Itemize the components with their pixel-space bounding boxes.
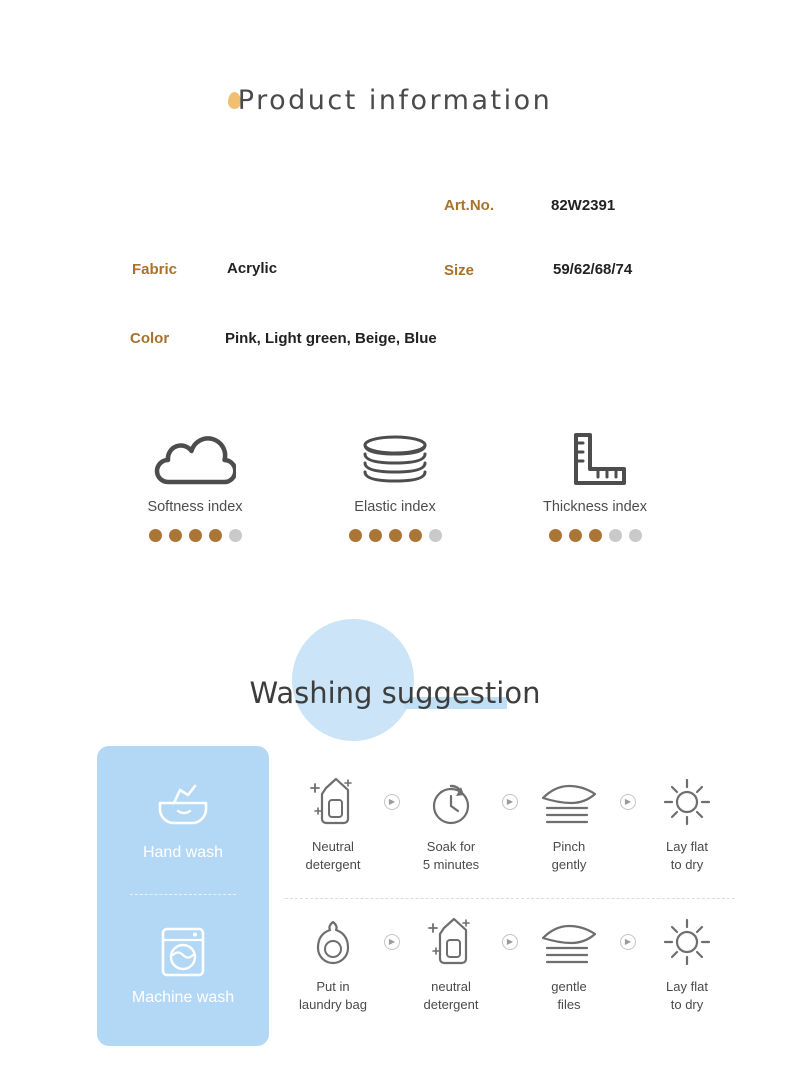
step-pinch-gently	[519, 772, 619, 873]
mode-machine-wash	[97, 921, 269, 1007]
step-laundry-bag	[283, 912, 383, 1013]
step-label	[519, 978, 619, 1013]
mode-hand-wash	[97, 776, 269, 862]
step-lay-flat-dry-2	[637, 912, 737, 1013]
step-gentle-files	[519, 912, 619, 1013]
index-dots-softness	[95, 529, 295, 542]
artno-label: Art.No.	[444, 197, 494, 214]
step-label-line1: Lay flat	[666, 979, 708, 994]
step-arrow	[383, 912, 401, 972]
fabric-label: Fabric	[132, 261, 178, 278]
dot	[169, 529, 182, 542]
step-label-line2: laundry bag	[299, 996, 367, 1012]
mode-label: Hand wash	[142, 844, 224, 861]
mode-label: Machine wash	[131, 989, 235, 1006]
dot	[429, 529, 442, 542]
index-row	[95, 425, 695, 542]
step-label-line2: gently	[551, 856, 587, 872]
index-label: Thickness index	[543, 499, 647, 515]
washing-modes-panel	[97, 746, 269, 1046]
dot	[409, 529, 422, 542]
index-label: Elastic index	[354, 499, 436, 515]
step-label	[401, 838, 501, 873]
dot	[229, 529, 242, 542]
step-arrow	[501, 912, 519, 972]
step-arrow	[383, 772, 401, 832]
dot	[609, 529, 622, 542]
step-label-line2: to dry	[670, 856, 704, 872]
dot	[349, 529, 362, 542]
fabric-value: Acrylic	[227, 260, 278, 277]
pinch-hand-icon	[519, 772, 619, 832]
step-label-line2: detergent	[423, 996, 479, 1012]
step-label	[283, 978, 383, 1013]
step-label-line1: neutral	[431, 979, 471, 994]
dot	[549, 529, 562, 542]
dot	[589, 529, 602, 542]
index-item-thickness	[495, 425, 695, 542]
chevron-right-icon: ▶	[620, 934, 636, 950]
chevron-right-icon: ▶	[620, 794, 636, 810]
color-value: Pink, Light green, Beige, Blue	[225, 330, 437, 347]
coil-icon	[295, 425, 495, 487]
step-neutral-detergent	[283, 772, 383, 873]
size-value: 59/62/68/74	[553, 261, 633, 278]
steps-divider	[285, 898, 735, 899]
dot	[389, 529, 402, 542]
hand-wash-icon	[97, 776, 269, 838]
step-arrow	[619, 772, 637, 832]
step-neutral-detergent-2	[401, 912, 501, 1013]
chevron-right-icon: ▶	[502, 794, 518, 810]
step-label-line2: files	[557, 996, 581, 1012]
detergent-bottle-icon	[401, 912, 501, 972]
chevron-right-icon: ▶	[384, 794, 400, 810]
step-label	[637, 838, 737, 873]
dot	[149, 529, 162, 542]
step-label-line1: Neutral	[312, 839, 354, 854]
index-dots-elastic	[295, 529, 495, 542]
chevron-right-icon: ▶	[384, 934, 400, 950]
step-label-line1: Lay flat	[666, 839, 708, 854]
washing-steps-row-machinewash	[283, 912, 743, 1013]
step-arrow	[501, 772, 519, 832]
step-soak	[401, 772, 501, 873]
dot	[369, 529, 382, 542]
step-label-line1: Pinch	[552, 839, 586, 854]
washing-machine-icon	[97, 921, 269, 983]
step-arrow	[619, 912, 637, 972]
step-label	[283, 838, 383, 873]
washing-steps-row-handwash	[283, 772, 743, 873]
index-dots-thickness	[495, 529, 695, 542]
step-label-line2: detergent	[305, 856, 361, 872]
ruler-icon	[495, 425, 695, 487]
chevron-right-icon: ▶	[502, 934, 518, 950]
step-label	[401, 978, 501, 1013]
index-item-softness	[95, 425, 295, 542]
step-label	[519, 838, 619, 873]
step-label-line2: 5 minutes	[422, 856, 480, 872]
detergent-bottle-icon	[283, 772, 383, 832]
index-item-elastic	[295, 425, 495, 542]
step-label-line1: gentle	[551, 979, 587, 994]
step-label-line1: Soak for	[426, 839, 476, 854]
dot	[209, 529, 222, 542]
page-title: Product information	[237, 85, 553, 116]
step-label-line2: to dry	[670, 996, 704, 1012]
step-label	[637, 978, 737, 1013]
index-label: Softness index	[147, 499, 243, 515]
dot	[189, 529, 202, 542]
sun-dry-icon	[637, 912, 737, 972]
timer-icon	[401, 772, 501, 832]
size-label: Size	[444, 262, 475, 279]
cloud-icon	[95, 425, 295, 487]
dot	[629, 529, 642, 542]
artno-value: 82W2391	[551, 197, 616, 214]
sun-dry-icon	[637, 772, 737, 832]
panel-divider	[130, 894, 236, 895]
color-label: Color	[130, 330, 170, 347]
washing-suggestion-title: Washing suggestion	[249, 676, 541, 710]
laundry-bag-icon	[283, 912, 383, 972]
step-label-line1: Put in	[316, 979, 350, 994]
step-lay-flat-dry	[637, 772, 737, 873]
pinch-hand-icon	[519, 912, 619, 972]
dot	[569, 529, 582, 542]
